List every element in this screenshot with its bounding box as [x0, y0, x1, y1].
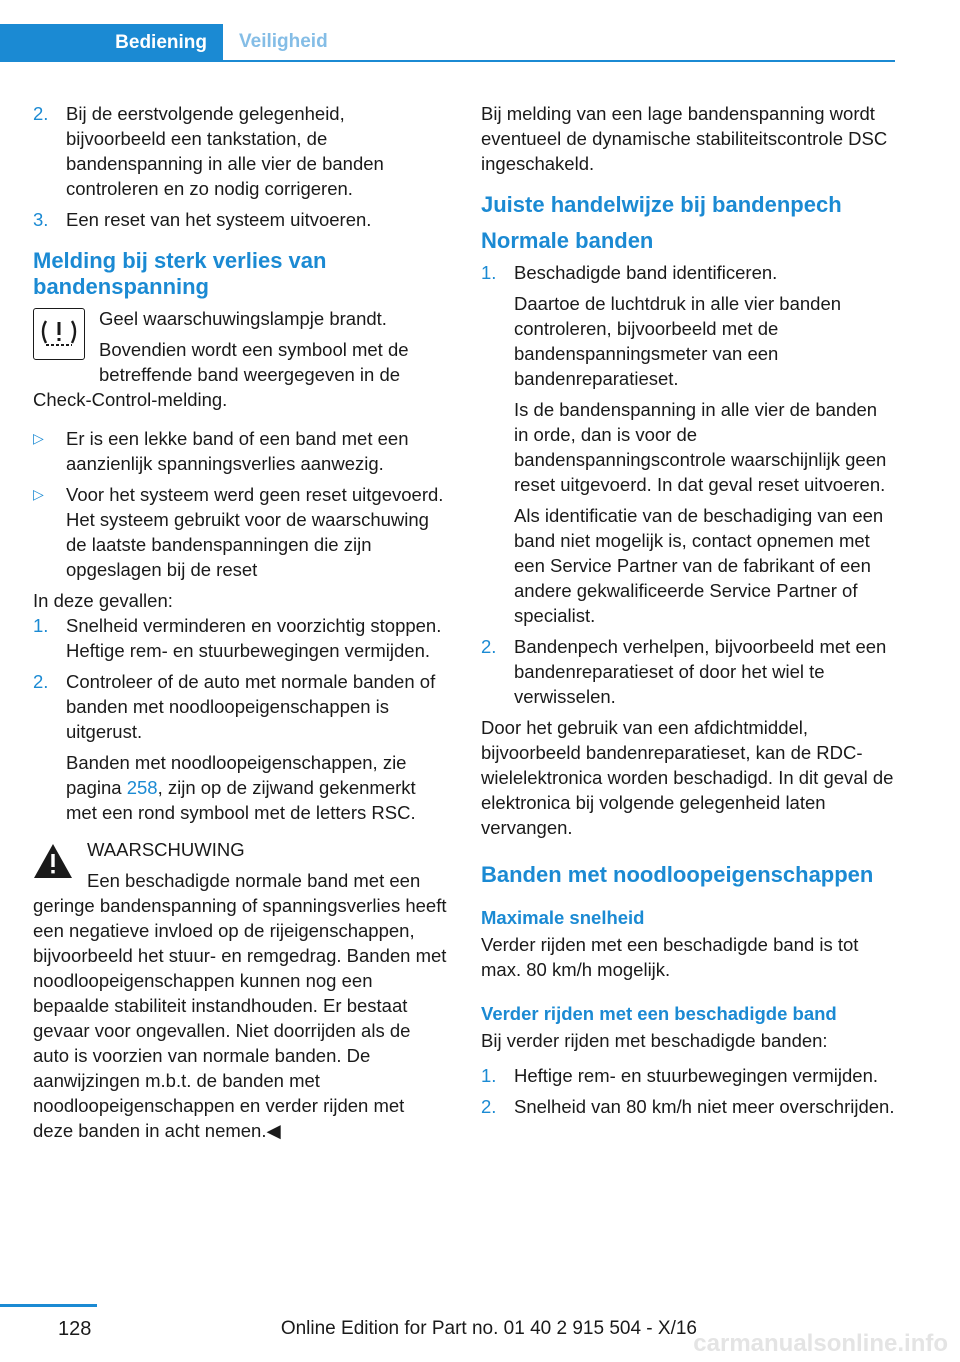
- bullet-text: Er is een lekke band of een band met een aanzienlijk spanningsverlies aanwezig.: [66, 428, 409, 474]
- lamp-text-2: Bovendien wordt een symbool met de betreffende band weergegeven in de Check-Control-melding.: [33, 339, 409, 410]
- list-number: 2.: [33, 103, 49, 124]
- list-text: Bandenpech verhelpen, bijvoorbeeld met een bandenreparatieset of door het wiel te verwisselen.: [514, 636, 887, 707]
- page-number: 128: [58, 1318, 92, 1340]
- subsection-heading: Maximale snelheid: [481, 907, 645, 928]
- bullet-arrow-icon: ▷: [33, 430, 44, 446]
- list-text: Heftige rem- en stuurbewegingen vermijden.: [514, 1065, 879, 1086]
- list-number: 1.: [33, 615, 49, 636]
- in-cases-text: In deze gevallen:: [33, 590, 173, 611]
- tire-pressure-warning-icon: [33, 308, 85, 360]
- list-item: [481, 1094, 895, 1119]
- warning-text: Een beschadigde normale band met een geringe bandenspanning of spanningsverlies heeft een negatieve invloed op de rijeigenschappen, bijvoorbeeld het stuur- en remgedrag. Banden met noodloopeigenschappen kunnen nog een bepaalde stabiliteit instandhouden. Er bestaat gevaar voor ongevallen. Niet doorrijden als de auto is voorzien van normale banden. De aanwijzingen m.b.t. de banden met noodloopeigenschappen en verder rijden met deze banden in acht nemen.◀: [33, 870, 447, 1141]
- list-number: 2.: [33, 671, 49, 692]
- subsection-heading: Normale banden: [481, 228, 654, 253]
- lamp-note: [33, 306, 448, 412]
- subsection-heading: Verder rijden met een beschadigde band: [481, 1003, 837, 1024]
- header-rule: [0, 60, 895, 62]
- warning-title: WAARSCHUWING: [87, 839, 245, 860]
- list-text: Snelheid verminderen en voorzichtig stoppen. Heftige rem- en stuurbewegingen vermijden.: [66, 615, 442, 661]
- list-item: [33, 613, 448, 663]
- list-text: Een reset van het systeem uitvoeren.: [66, 209, 372, 230]
- footer-rule: [0, 1304, 97, 1307]
- list-item: [481, 260, 895, 628]
- further-text: Bij verder rijden met beschadigde banden:: [481, 1030, 828, 1051]
- bullet-item: [33, 426, 448, 476]
- list-item: [33, 669, 448, 825]
- list-item: [33, 101, 448, 201]
- tab-veiligheid[interactable]: Veiligheid: [239, 31, 328, 52]
- bullet-text: Voor het systeem werd geen reset uitgevoerd. Het systeem gebruikt voor de waarschuwing de laatste bandenspanningen die zijn opgeslagen bij de reset: [66, 484, 444, 580]
- list-number: 2.: [481, 636, 497, 657]
- warning-block: [33, 837, 448, 1143]
- list-text: Beschadigde band identificeren.: [514, 262, 778, 283]
- lamp-text-1: Geel waarschuwingslampje brandt.: [99, 308, 387, 329]
- page-link[interactable]: 258: [126, 777, 158, 798]
- section-heading: Melding bij sterk verlies van bandenspanning: [33, 248, 327, 299]
- section-heading: Juiste handelwijze bij bandenpech: [481, 192, 842, 217]
- list-subtext: Banden met noodloopeigenschappen, zie pagina 258, zijn op de zijwand gekenmerkt met een rond symbool met de letters RSC.: [66, 752, 416, 823]
- list-subtext: Is de bandenspanning in alle vier de banden in orde, dan is voor de bandenspanningscontrole waarschijnlijk geen reset uitgevoerd. In dat geval reset uitvoeren.: [514, 399, 887, 495]
- list-item: [481, 1063, 895, 1088]
- list-item: [481, 634, 895, 709]
- list-text: Snelheid van 80 km/h niet meer overschrijden.: [514, 1096, 895, 1117]
- watermark: carmanualsonline.info: [693, 1330, 948, 1357]
- list-number: 1.: [481, 1065, 497, 1086]
- chapter-tabs: [0, 24, 895, 62]
- left-column: [33, 101, 448, 1143]
- bullet-arrow-icon: ▷: [33, 486, 44, 502]
- list-number: 1.: [481, 262, 497, 283]
- list-text: Controleer of de auto met normale banden of banden met noodloopeigenschappen is uitgerust.: [66, 671, 436, 742]
- section-heading: Banden met noodloopeigenschappen: [481, 862, 874, 887]
- list-subtext: Daartoe de luchtdruk in alle vier banden controleren, bijvoorbeeld met de bandenspanningsmeter van een bandenreparatieset.: [514, 293, 842, 389]
- warning-triangle-icon: [33, 843, 73, 879]
- bullet-item: [33, 482, 448, 582]
- sealant-text: Door het gebruik van een afdichtmiddel, bijvoorbeeld bandenreparatieset, kan de RDC-wielelektronica worden beschadigd. In dit geval de elektronica bij volgende gelegenheid laten vervangen.: [481, 717, 894, 838]
- list-subtext: Als identificatie van de beschadiging van een band niet mogelijk is, contact opnemen met een Service Partner van de fabrikant of een andere gekwalificeerde Service Partner of specialist.: [514, 505, 884, 626]
- max-speed-text: Verder rijden met een beschadigde band is tot max. 80 km/h mogelijk.: [481, 934, 859, 980]
- list-text: Bij de eerstvolgende gelegenheid, bijvoorbeeld een tankstation, de bandenspanning in alle vier de banden controleren en zo nodig corrigeren.: [66, 103, 384, 199]
- right-column: [481, 101, 895, 1125]
- list-item: [33, 207, 448, 232]
- list-number: 3.: [33, 209, 49, 230]
- intro-text: Bij melding van een lage bandenspanning wordt eventueel de dynamische stabiliteitscontrole DSC ingeschakeld.: [481, 103, 888, 174]
- list-number: 2.: [481, 1096, 497, 1117]
- tab-bediening[interactable]: Bediening: [0, 24, 223, 62]
- edition-text: Online Edition for Part no. 01 40 2 915 504 - X/16: [280, 1318, 697, 1339]
